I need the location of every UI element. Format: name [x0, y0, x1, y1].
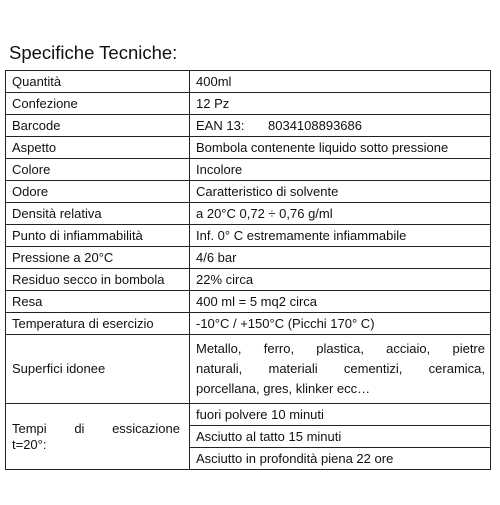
row-value: 400 ml = 5 mq2 circa — [190, 291, 491, 313]
row-label: Superfici idonee — [6, 335, 190, 404]
row-value: Bombola contenente liquido sotto pressione — [190, 137, 491, 159]
row-label: Quantità — [6, 71, 190, 93]
tempi-value: fuori polvere 10 minuti — [190, 404, 491, 426]
row-value — [190, 115, 491, 137]
table-row — [6, 269, 491, 291]
row-label: Resa — [6, 291, 190, 313]
ean-prefix: EAN 13: — [196, 117, 245, 133]
tempi-value: Asciutto in profondità piena 22 ore — [190, 448, 491, 470]
table-row — [6, 313, 491, 335]
table-row — [6, 225, 491, 247]
spec-table — [5, 70, 491, 470]
superfici-line: naturali, materiali cementizi, ceramica, — [196, 361, 485, 376]
row-label: Confezione — [6, 93, 190, 115]
row-label: Densità relativa — [6, 203, 190, 225]
row-value: Caratteristico di solvente — [190, 181, 491, 203]
row-label: Odore — [6, 181, 190, 203]
row-label: Residuo secco in bombola — [6, 269, 190, 291]
row-value: 12 Pz — [190, 93, 491, 115]
row-value: 400ml — [190, 71, 491, 93]
table-row — [6, 291, 491, 313]
table-row — [6, 137, 491, 159]
row-label: Pressione a 20°C — [6, 247, 190, 269]
row-value: 4/6 bar — [190, 247, 491, 269]
tempi-label — [6, 404, 190, 470]
superfici-value — [190, 335, 491, 404]
table-row — [6, 71, 491, 93]
row-label: Temperatura di esercizio — [6, 313, 190, 335]
table-row — [6, 181, 491, 203]
tempi-value: Asciutto al tatto 15 minuti — [190, 426, 491, 448]
table-row — [6, 93, 491, 115]
row-value: -10°C / +150°C (Picchi 170° C) — [190, 313, 491, 335]
table-row — [6, 115, 491, 137]
page-title: Specifiche Tecniche: — [9, 42, 178, 63]
superfici-line: Metallo, ferro, plastica, acciaio, pietre — [196, 341, 485, 356]
row-label: Aspetto — [6, 137, 190, 159]
tempi-word: Tempi — [12, 420, 47, 436]
row-label: Barcode — [6, 115, 190, 137]
row-value: Incolore — [190, 159, 491, 181]
tempi-word: di — [74, 420, 85, 436]
row-label: Colore — [6, 159, 190, 181]
table-row-tempi — [6, 404, 491, 426]
row-value: Inf. 0° C estremamente infiammabile — [190, 225, 491, 247]
table-row-superfici — [6, 335, 491, 404]
tempi-label-line2: t=20°: — [12, 436, 47, 452]
table-row — [6, 159, 491, 181]
superfici-line: porcellana, gres, klinker ecc… — [196, 381, 371, 396]
table-row — [6, 247, 491, 269]
barcode-value: 8034108893686 — [268, 117, 362, 133]
tempi-word: essicazione — [112, 420, 180, 436]
row-value: 22% circa — [190, 269, 491, 291]
row-value: a 20°C 0,72 ÷ 0,76 g/ml — [190, 203, 491, 225]
table-row — [6, 203, 491, 225]
row-label: Punto di infiammabilità — [6, 225, 190, 247]
